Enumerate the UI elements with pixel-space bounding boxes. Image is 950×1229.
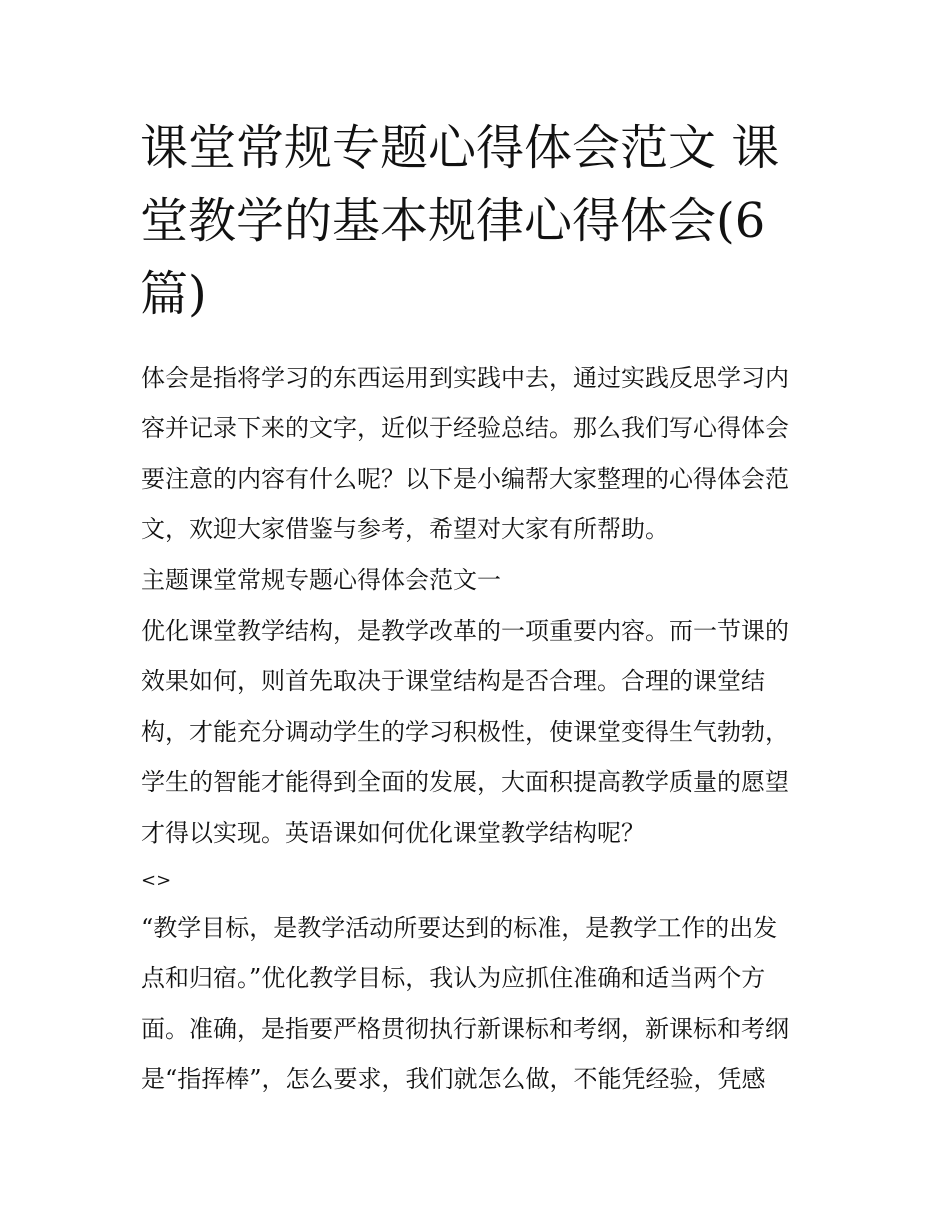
paragraph-line: 要注意的内容有什么呢？以下是小编帮大家整理的心得体会范 [141,465,789,493]
paragraph-line: 优化课堂教学结构，是教学改革的一项重要内容。而一节课的 [141,617,789,645]
document-title: 课堂常规专题心得体会范文 课堂教学的基本规律心得体会(6篇) [140,120,780,322]
paragraph-line: 学生的智能才能得到全面的发展，大面积提高教学质量的愿望 [141,768,789,796]
paragraph-line: 文，欢迎大家借鉴与参考，希望对大家有所帮助。 [141,515,669,543]
section-heading: 主题课堂常规专题心得体会范文一 [141,566,501,594]
paragraph-line: 面。准确，是指要严格贯彻执行新课标和考纲，新课标和考纲 [141,1015,789,1043]
paragraph-line: 点和归宿。”优化教学目标，我认为应抓住准确和适当两个方 [141,964,766,992]
paragraph-line: 效果如何，则首先取决于课堂结构是否合理。合理的课堂结 [141,667,765,695]
paragraph-line: 是“指挥棒”，怎么要求，我们就怎么做，不能凭经验，凭感 [141,1065,766,1093]
paragraph-line: 构，才能充分调动学生的学习积极性，使课堂变得生气勃勃， [141,718,789,746]
placeholder-marker: <> [141,870,172,891]
paragraph-line: 体会是指将学习的东西运用到实践中去，通过实践反思学习内 [141,364,789,392]
paragraph-line: 容并记录下来的文字，近似于经验总结。那么我们写心得体会 [141,414,789,442]
paragraph-line: 才得以实现。英语课如何优化课堂教学结构呢？ [141,819,645,847]
paragraph-line: “教学目标，是教学活动所要达到的标准，是教学工作的出发 [141,914,778,942]
